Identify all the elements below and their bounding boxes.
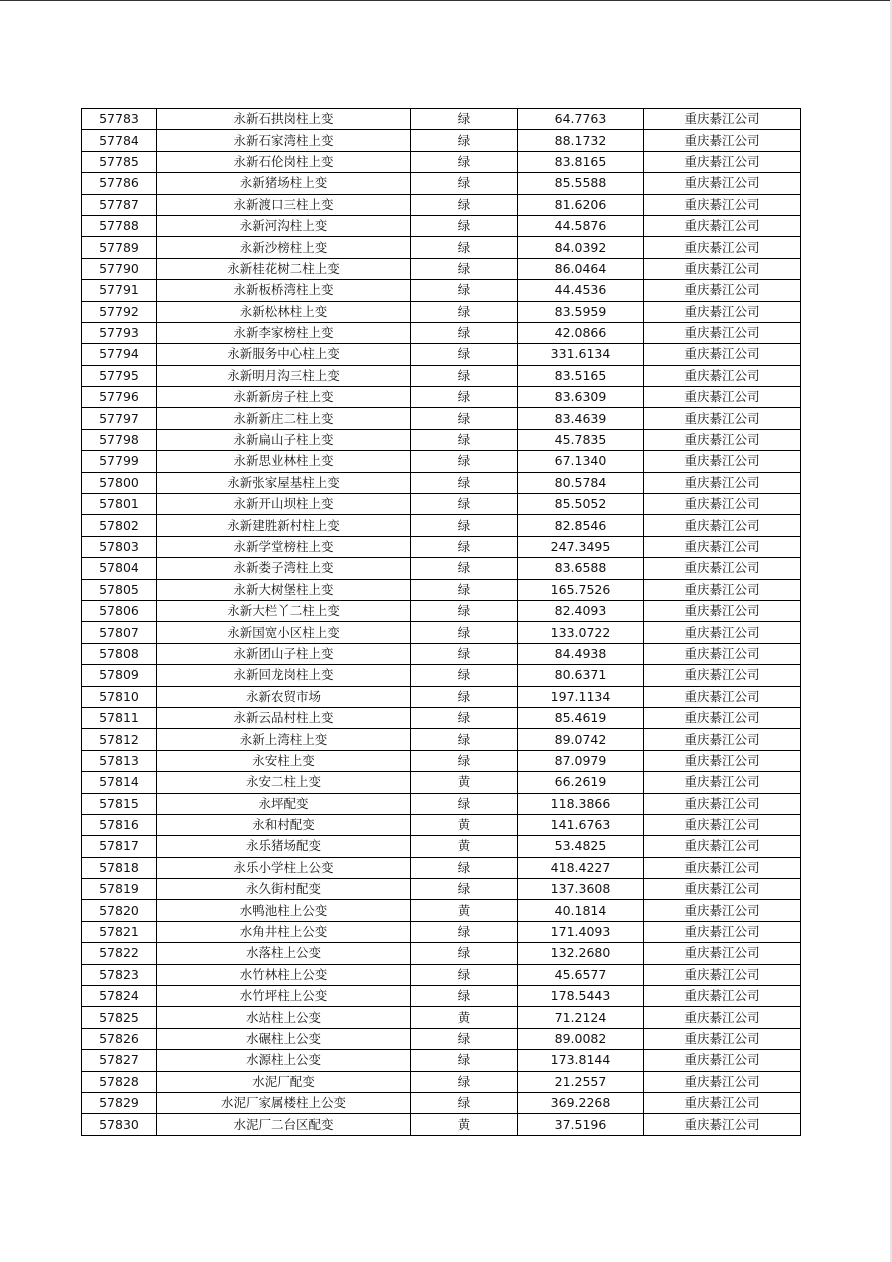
- status-color-cell: 绿: [411, 322, 518, 343]
- row-id-cell: 57803: [82, 536, 157, 557]
- row-id-cell: 57821: [82, 921, 157, 942]
- status-color-cell: 绿: [411, 579, 518, 600]
- company-cell: 重庆綦江公司: [644, 1050, 801, 1071]
- table-row: [82, 109, 801, 130]
- table-row: [82, 772, 801, 793]
- transformer-name-cell: 永新大栏丫二柱上变: [157, 600, 411, 621]
- row-id-cell: 57797: [82, 408, 157, 429]
- status-color-cell: 绿: [411, 472, 518, 493]
- transformer-name-cell: 永安二柱上变: [157, 772, 411, 793]
- company-cell: 重庆綦江公司: [644, 173, 801, 194]
- value-cell: 82.8546: [518, 515, 644, 536]
- status-color-cell: 绿: [411, 344, 518, 365]
- status-color-cell: 绿: [411, 622, 518, 643]
- value-cell: 87.0979: [518, 750, 644, 771]
- transformer-name-cell: 水泥厂家属楼柱上公变: [157, 1092, 411, 1113]
- row-id-cell: 57795: [82, 365, 157, 386]
- table-row: [82, 836, 801, 857]
- table-row: [82, 215, 801, 236]
- value-cell: 45.7835: [518, 429, 644, 450]
- value-cell: 64.7763: [518, 109, 644, 130]
- status-color-cell: 黄: [411, 836, 518, 857]
- company-cell: 重庆綦江公司: [644, 1028, 801, 1049]
- company-cell: 重庆綦江公司: [644, 151, 801, 172]
- status-color-cell: 黄: [411, 1007, 518, 1028]
- row-id-cell: 57794: [82, 344, 157, 365]
- transformer-name-cell: 永新农贸市场: [157, 686, 411, 707]
- status-color-cell: 绿: [411, 536, 518, 557]
- table-row: [82, 151, 801, 172]
- row-id-cell: 57824: [82, 986, 157, 1007]
- transformer-name-cell: 永新桂花树二柱上变: [157, 258, 411, 279]
- table-row: [82, 515, 801, 536]
- transformer-name-cell: 永乐小学柱上公变: [157, 857, 411, 878]
- company-cell: 重庆綦江公司: [644, 1071, 801, 1092]
- value-cell: 369.2268: [518, 1092, 644, 1113]
- status-color-cell: 绿: [411, 943, 518, 964]
- company-cell: 重庆綦江公司: [644, 921, 801, 942]
- table-row: [82, 322, 801, 343]
- company-cell: 重庆綦江公司: [644, 1092, 801, 1113]
- status-color-cell: 绿: [411, 643, 518, 664]
- value-cell: 137.3608: [518, 879, 644, 900]
- table-row: [82, 472, 801, 493]
- status-color-cell: 绿: [411, 707, 518, 728]
- status-color-cell: 绿: [411, 665, 518, 686]
- transformer-name-cell: 永坪配变: [157, 793, 411, 814]
- company-cell: 重庆綦江公司: [644, 750, 801, 771]
- status-color-cell: 绿: [411, 408, 518, 429]
- company-cell: 重庆綦江公司: [644, 643, 801, 664]
- transformer-table: [81, 108, 801, 1136]
- value-cell: 44.5876: [518, 215, 644, 236]
- row-id-cell: 57820: [82, 900, 157, 921]
- transformer-name-cell: 永新扁山子柱上变: [157, 429, 411, 450]
- transformer-name-cell: 水泥厂二台区配变: [157, 1114, 411, 1135]
- transformer-name-cell: 永新大树堡柱上变: [157, 579, 411, 600]
- value-cell: 89.0082: [518, 1028, 644, 1049]
- row-id-cell: 57793: [82, 322, 157, 343]
- value-cell: 82.4093: [518, 600, 644, 621]
- table-row: [82, 900, 801, 921]
- company-cell: 重庆綦江公司: [644, 964, 801, 985]
- status-color-cell: 绿: [411, 429, 518, 450]
- status-color-cell: 绿: [411, 215, 518, 236]
- row-id-cell: 57825: [82, 1007, 157, 1028]
- table-row: [82, 365, 801, 386]
- row-id-cell: 57830: [82, 1114, 157, 1135]
- company-cell: 重庆綦江公司: [644, 365, 801, 386]
- transformer-name-cell: 水角井柱上公变: [157, 921, 411, 942]
- company-cell: 重庆綦江公司: [644, 280, 801, 301]
- value-cell: 173.8144: [518, 1050, 644, 1071]
- status-color-cell: 黄: [411, 814, 518, 835]
- value-cell: 88.1732: [518, 130, 644, 151]
- row-id-cell: 57783: [82, 109, 157, 130]
- row-id-cell: 57785: [82, 151, 157, 172]
- status-color-cell: 绿: [411, 1092, 518, 1113]
- company-cell: 重庆綦江公司: [644, 408, 801, 429]
- value-cell: 133.0722: [518, 622, 644, 643]
- value-cell: 418.4227: [518, 857, 644, 878]
- table-row: [82, 814, 801, 835]
- row-id-cell: 57829: [82, 1092, 157, 1113]
- status-color-cell: 绿: [411, 451, 518, 472]
- table-row: [82, 964, 801, 985]
- row-id-cell: 57808: [82, 643, 157, 664]
- company-cell: 重庆綦江公司: [644, 536, 801, 557]
- transformer-name-cell: 永新石伦岗柱上变: [157, 151, 411, 172]
- status-color-cell: 绿: [411, 258, 518, 279]
- status-color-cell: 绿: [411, 130, 518, 151]
- transformer-name-cell: 永新服务中心柱上变: [157, 344, 411, 365]
- table-row: [82, 729, 801, 750]
- value-cell: 83.6588: [518, 558, 644, 579]
- value-cell: 85.5052: [518, 494, 644, 515]
- transformer-name-cell: 永新学堂榜柱上变: [157, 536, 411, 557]
- transformer-name-cell: 水落柱上公变: [157, 943, 411, 964]
- transformer-name-cell: 永新松林柱上变: [157, 301, 411, 322]
- value-cell: 45.6577: [518, 964, 644, 985]
- company-cell: 重庆綦江公司: [644, 943, 801, 964]
- company-cell: 重庆綦江公司: [644, 986, 801, 1007]
- row-id-cell: 57800: [82, 472, 157, 493]
- table-row: [82, 707, 801, 728]
- table-row: [82, 622, 801, 643]
- transformer-name-cell: 水竹坪柱上公变: [157, 986, 411, 1007]
- status-color-cell: 绿: [411, 237, 518, 258]
- company-cell: 重庆綦江公司: [644, 494, 801, 515]
- company-cell: 重庆綦江公司: [644, 707, 801, 728]
- company-cell: 重庆綦江公司: [644, 258, 801, 279]
- table-row: [82, 857, 801, 878]
- status-color-cell: 绿: [411, 515, 518, 536]
- row-id-cell: 57814: [82, 772, 157, 793]
- table-row: [82, 408, 801, 429]
- value-cell: 178.5443: [518, 986, 644, 1007]
- company-cell: 重庆綦江公司: [644, 194, 801, 215]
- transformer-name-cell: 永乐猪场配变: [157, 836, 411, 857]
- status-color-cell: 绿: [411, 151, 518, 172]
- value-cell: 83.5959: [518, 301, 644, 322]
- transformer-name-cell: 永新思业林柱上变: [157, 451, 411, 472]
- value-cell: 83.4639: [518, 408, 644, 429]
- value-cell: 81.6206: [518, 194, 644, 215]
- value-cell: 21.2557: [518, 1071, 644, 1092]
- table-row: [82, 1092, 801, 1113]
- status-color-cell: 绿: [411, 750, 518, 771]
- transformer-name-cell: 永新国宽小区柱上变: [157, 622, 411, 643]
- table-body: [82, 109, 801, 1136]
- row-id-cell: 57798: [82, 429, 157, 450]
- status-color-cell: 绿: [411, 1071, 518, 1092]
- row-id-cell: 57813: [82, 750, 157, 771]
- value-cell: 89.0742: [518, 729, 644, 750]
- company-cell: 重庆綦江公司: [644, 429, 801, 450]
- company-cell: 重庆綦江公司: [644, 451, 801, 472]
- table-row: [82, 194, 801, 215]
- row-id-cell: 57826: [82, 1028, 157, 1049]
- status-color-cell: 绿: [411, 301, 518, 322]
- row-id-cell: 57784: [82, 130, 157, 151]
- value-cell: 67.1340: [518, 451, 644, 472]
- transformer-name-cell: 永安柱上变: [157, 750, 411, 771]
- company-cell: 重庆綦江公司: [644, 387, 801, 408]
- company-cell: 重庆綦江公司: [644, 301, 801, 322]
- row-id-cell: 57786: [82, 173, 157, 194]
- transformer-name-cell: 永新明月沟三柱上变: [157, 365, 411, 386]
- value-cell: 80.6371: [518, 665, 644, 686]
- status-color-cell: 绿: [411, 879, 518, 900]
- transformer-name-cell: 永新新房子柱上变: [157, 387, 411, 408]
- status-color-cell: 绿: [411, 494, 518, 515]
- company-cell: 重庆綦江公司: [644, 793, 801, 814]
- status-color-cell: 黄: [411, 1114, 518, 1135]
- company-cell: 重庆綦江公司: [644, 729, 801, 750]
- company-cell: 重庆綦江公司: [644, 622, 801, 643]
- company-cell: 重庆綦江公司: [644, 686, 801, 707]
- value-cell: 44.4536: [518, 280, 644, 301]
- transformer-name-cell: 永新团山子柱上变: [157, 643, 411, 664]
- transformer-name-cell: 永新上湾柱上变: [157, 729, 411, 750]
- transformer-name-cell: 永新张家屋基柱上变: [157, 472, 411, 493]
- transformer-name-cell: 永新李家榜柱上变: [157, 322, 411, 343]
- row-id-cell: 57796: [82, 387, 157, 408]
- row-id-cell: 57791: [82, 280, 157, 301]
- value-cell: 331.6134: [518, 344, 644, 365]
- transformer-name-cell: 水鸭池柱上公变: [157, 900, 411, 921]
- table-row: [82, 1007, 801, 1028]
- company-cell: 重庆綦江公司: [644, 322, 801, 343]
- value-cell: 71.2124: [518, 1007, 644, 1028]
- transformer-name-cell: 永新云品村柱上变: [157, 707, 411, 728]
- row-id-cell: 57809: [82, 665, 157, 686]
- transformer-name-cell: 永久街村配变: [157, 879, 411, 900]
- table-row: [82, 665, 801, 686]
- value-cell: 141.6763: [518, 814, 644, 835]
- table-row: [82, 921, 801, 942]
- table-row: [82, 130, 801, 151]
- table-row: [82, 986, 801, 1007]
- row-id-cell: 57787: [82, 194, 157, 215]
- table-row: [82, 879, 801, 900]
- transformer-name-cell: 永新石家湾柱上变: [157, 130, 411, 151]
- transformer-name-cell: 永和村配变: [157, 814, 411, 835]
- row-id-cell: 57801: [82, 494, 157, 515]
- company-cell: 重庆綦江公司: [644, 1114, 801, 1135]
- table-row: [82, 750, 801, 771]
- transformer-name-cell: 永新回龙岗柱上变: [157, 665, 411, 686]
- row-id-cell: 57827: [82, 1050, 157, 1071]
- value-cell: 171.4093: [518, 921, 644, 942]
- value-cell: 85.5588: [518, 173, 644, 194]
- company-cell: 重庆綦江公司: [644, 472, 801, 493]
- transformer-name-cell: 水碾柱上公变: [157, 1028, 411, 1049]
- row-id-cell: 57822: [82, 943, 157, 964]
- row-id-cell: 57815: [82, 793, 157, 814]
- value-cell: 37.5196: [518, 1114, 644, 1135]
- transformer-name-cell: 永新河沟柱上变: [157, 215, 411, 236]
- company-cell: 重庆綦江公司: [644, 515, 801, 536]
- row-id-cell: 57799: [82, 451, 157, 472]
- row-id-cell: 57802: [82, 515, 157, 536]
- status-color-cell: 绿: [411, 729, 518, 750]
- status-color-cell: 绿: [411, 365, 518, 386]
- value-cell: 165.7526: [518, 579, 644, 600]
- table-row: [82, 451, 801, 472]
- company-cell: 重庆綦江公司: [644, 558, 801, 579]
- status-color-cell: 绿: [411, 173, 518, 194]
- row-id-cell: 57828: [82, 1071, 157, 1092]
- value-cell: 84.0392: [518, 237, 644, 258]
- value-cell: 53.4825: [518, 836, 644, 857]
- value-cell: 118.3866: [518, 793, 644, 814]
- row-id-cell: 57788: [82, 215, 157, 236]
- table-row: [82, 793, 801, 814]
- company-cell: 重庆綦江公司: [644, 130, 801, 151]
- status-color-cell: 绿: [411, 109, 518, 130]
- row-id-cell: 57806: [82, 600, 157, 621]
- company-cell: 重庆綦江公司: [644, 237, 801, 258]
- value-cell: 86.0464: [518, 258, 644, 279]
- page-top-border: [0, 0, 892, 1]
- row-id-cell: 57792: [82, 301, 157, 322]
- value-cell: 42.0866: [518, 322, 644, 343]
- transformer-name-cell: 水站柱上公变: [157, 1007, 411, 1028]
- table-row: [82, 536, 801, 557]
- status-color-cell: 绿: [411, 921, 518, 942]
- table-row: [82, 686, 801, 707]
- value-cell: 85.4619: [518, 707, 644, 728]
- company-cell: 重庆綦江公司: [644, 344, 801, 365]
- table-row: [82, 558, 801, 579]
- table-row: [82, 643, 801, 664]
- status-color-cell: 绿: [411, 280, 518, 301]
- row-id-cell: 57810: [82, 686, 157, 707]
- row-id-cell: 57811: [82, 707, 157, 728]
- transformer-name-cell: 永新渡口三柱上变: [157, 194, 411, 215]
- value-cell: 66.2619: [518, 772, 644, 793]
- row-id-cell: 57823: [82, 964, 157, 985]
- row-id-cell: 57790: [82, 258, 157, 279]
- status-color-cell: 绿: [411, 986, 518, 1007]
- company-cell: 重庆綦江公司: [644, 857, 801, 878]
- value-cell: 83.6309: [518, 387, 644, 408]
- company-cell: 重庆綦江公司: [644, 1007, 801, 1028]
- status-color-cell: 绿: [411, 1050, 518, 1071]
- row-id-cell: 57818: [82, 857, 157, 878]
- value-cell: 40.1814: [518, 900, 644, 921]
- table-row: [82, 600, 801, 621]
- transformer-name-cell: 永新猪场柱上变: [157, 173, 411, 194]
- status-color-cell: 黄: [411, 772, 518, 793]
- table-row: [82, 280, 801, 301]
- transformer-name-cell: 水源柱上公变: [157, 1050, 411, 1071]
- transformer-name-cell: 永新沙榜柱上变: [157, 237, 411, 258]
- value-cell: 197.1134: [518, 686, 644, 707]
- status-color-cell: 绿: [411, 387, 518, 408]
- company-cell: 重庆綦江公司: [644, 879, 801, 900]
- row-id-cell: 57812: [82, 729, 157, 750]
- company-cell: 重庆綦江公司: [644, 665, 801, 686]
- table-row: [82, 494, 801, 515]
- table-row: [82, 1028, 801, 1049]
- status-color-cell: 绿: [411, 558, 518, 579]
- transformer-name-cell: 永新建胜新村柱上变: [157, 515, 411, 536]
- value-cell: 132.2680: [518, 943, 644, 964]
- company-cell: 重庆綦江公司: [644, 215, 801, 236]
- status-color-cell: 绿: [411, 600, 518, 621]
- row-id-cell: 57804: [82, 558, 157, 579]
- company-cell: 重庆綦江公司: [644, 814, 801, 835]
- table-row: [82, 579, 801, 600]
- row-id-cell: 57817: [82, 836, 157, 857]
- table-row: [82, 258, 801, 279]
- value-cell: 83.8165: [518, 151, 644, 172]
- row-id-cell: 57805: [82, 579, 157, 600]
- company-cell: 重庆綦江公司: [644, 109, 801, 130]
- table-row: [82, 1071, 801, 1092]
- row-id-cell: 57789: [82, 237, 157, 258]
- table-row: [82, 173, 801, 194]
- row-id-cell: 57819: [82, 879, 157, 900]
- row-id-cell: 57807: [82, 622, 157, 643]
- transformer-name-cell: 永新石拱岗柱上变: [157, 109, 411, 130]
- transformer-name-cell: 永新板桥湾柱上变: [157, 280, 411, 301]
- table-row: [82, 1114, 801, 1135]
- status-color-cell: 黄: [411, 900, 518, 921]
- status-color-cell: 绿: [411, 793, 518, 814]
- table-row: [82, 237, 801, 258]
- status-color-cell: 绿: [411, 964, 518, 985]
- transformer-name-cell: 永新娄子湾柱上变: [157, 558, 411, 579]
- table-row: [82, 344, 801, 365]
- transformer-name-cell: 水泥厂配变: [157, 1071, 411, 1092]
- status-color-cell: 绿: [411, 686, 518, 707]
- company-cell: 重庆綦江公司: [644, 579, 801, 600]
- company-cell: 重庆綦江公司: [644, 900, 801, 921]
- status-color-cell: 绿: [411, 1028, 518, 1049]
- transformer-name-cell: 永新开山坝柱上变: [157, 494, 411, 515]
- company-cell: 重庆綦江公司: [644, 836, 801, 857]
- value-cell: 247.3495: [518, 536, 644, 557]
- value-cell: 84.4938: [518, 643, 644, 664]
- table-row: [82, 301, 801, 322]
- row-id-cell: 57816: [82, 814, 157, 835]
- transformer-name-cell: 水竹林柱上公变: [157, 964, 411, 985]
- company-cell: 重庆綦江公司: [644, 600, 801, 621]
- company-cell: 重庆綦江公司: [644, 772, 801, 793]
- transformer-name-cell: 永新新庄二柱上变: [157, 408, 411, 429]
- table-row: [82, 1050, 801, 1071]
- table-row: [82, 943, 801, 964]
- status-color-cell: 绿: [411, 857, 518, 878]
- table-row: [82, 387, 801, 408]
- status-color-cell: 绿: [411, 194, 518, 215]
- table-row: [82, 429, 801, 450]
- value-cell: 80.5784: [518, 472, 644, 493]
- value-cell: 83.5165: [518, 365, 644, 386]
